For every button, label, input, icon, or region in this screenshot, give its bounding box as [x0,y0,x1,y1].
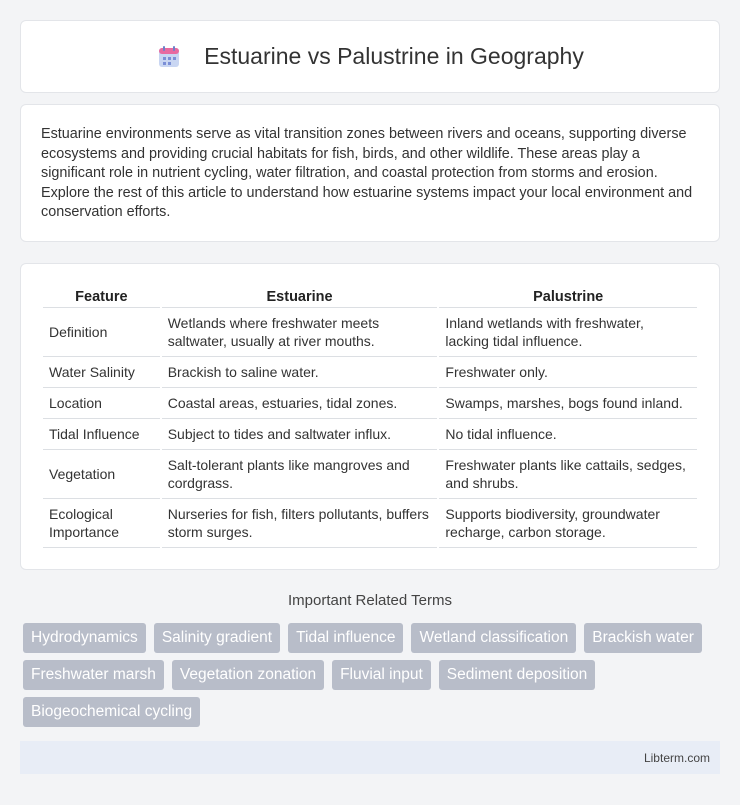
column-header-feature: Feature [43,284,160,308]
related-term-tag[interactable]: Hydrodynamics [23,623,146,653]
palustrine-cell: Freshwater plants like cattails, sedges, and shrubs. [439,450,697,499]
header-card [20,20,720,93]
estuarine-cell: Nurseries for fish, filters pollutants, buffers storm surges. [162,499,438,548]
table-row [43,499,697,548]
feature-cell: Ecological Importance [43,499,160,548]
column-header-palustrine: Palustrine [439,284,697,308]
feature-cell: Water Salinity [43,357,160,388]
palustrine-cell: Inland wetlands with freshwater, lacking tidal influence. [439,308,697,357]
table-row [43,308,697,357]
palustrine-cell: Supports biodiversity, groundwater recharge, carbon storage. [439,499,697,548]
page-title: Estuarine vs Palustrine in Geography [204,43,584,69]
calendar-icon [156,44,182,70]
related-term-tag[interactable]: Brackish water [584,623,702,653]
related-term-tag[interactable]: Sediment deposition [439,660,595,690]
intro-paragraph: Estuarine environments serve as vital transition zones between rivers and oceans, supporting diverse ecosystems and providing crucial habitats for fish, birds, and other wildlife. These areas play a significant role in nutrient cycling, water filtration, and coastal protection from storms and erosion. Explore the rest of this article to understand how estuarine systems impact your local environment and conservation efforts. [41,126,693,221]
table-row [43,450,697,499]
related-term-tag[interactable]: Fluvial input [332,660,431,690]
footer-site-link[interactable]: Libterm.com [643,750,710,765]
estuarine-cell: Coastal areas, estuaries, tidal zones. [162,388,438,419]
related-terms-list [23,623,723,734]
table-row [43,357,697,388]
comparison-card [20,263,720,570]
related-term-tag[interactable]: Freshwater marsh [23,660,164,690]
table-row [43,419,697,450]
intro-card [20,104,720,242]
estuarine-cell: Subject to tides and saltwater influx. [162,419,438,450]
palustrine-cell: Freshwater only. [439,357,697,388]
palustrine-cell: Swamps, marshes, bogs found inland. [439,388,697,419]
estuarine-cell: Brackish to saline water. [162,357,438,388]
feature-cell: Vegetation [43,450,160,499]
estuarine-cell: Salt-tolerant plants like mangroves and cordgrass. [162,450,438,499]
related-term-tag[interactable]: Salinity gradient [154,623,280,653]
footer [20,741,720,774]
related-term-tag[interactable]: Tidal influence [288,623,403,653]
related-term-tag[interactable]: Vegetation zonation [172,660,324,690]
related-term-tag[interactable]: Wetland classification [411,623,576,653]
related-terms-title: Important Related Terms [288,592,452,609]
feature-cell: Definition [43,308,160,357]
related-term-tag[interactable]: Biogeochemical cycling [23,697,200,727]
table-header-row [43,284,697,308]
feature-cell: Tidal Influence [43,419,160,450]
column-header-estuarine: Estuarine [162,284,438,308]
palustrine-cell: No tidal influence. [439,419,697,450]
comparison-table [41,284,699,548]
table-row [43,388,697,419]
feature-cell: Location [43,388,160,419]
estuarine-cell: Wetlands where freshwater meets saltwater, usually at river mouths. [162,308,438,357]
